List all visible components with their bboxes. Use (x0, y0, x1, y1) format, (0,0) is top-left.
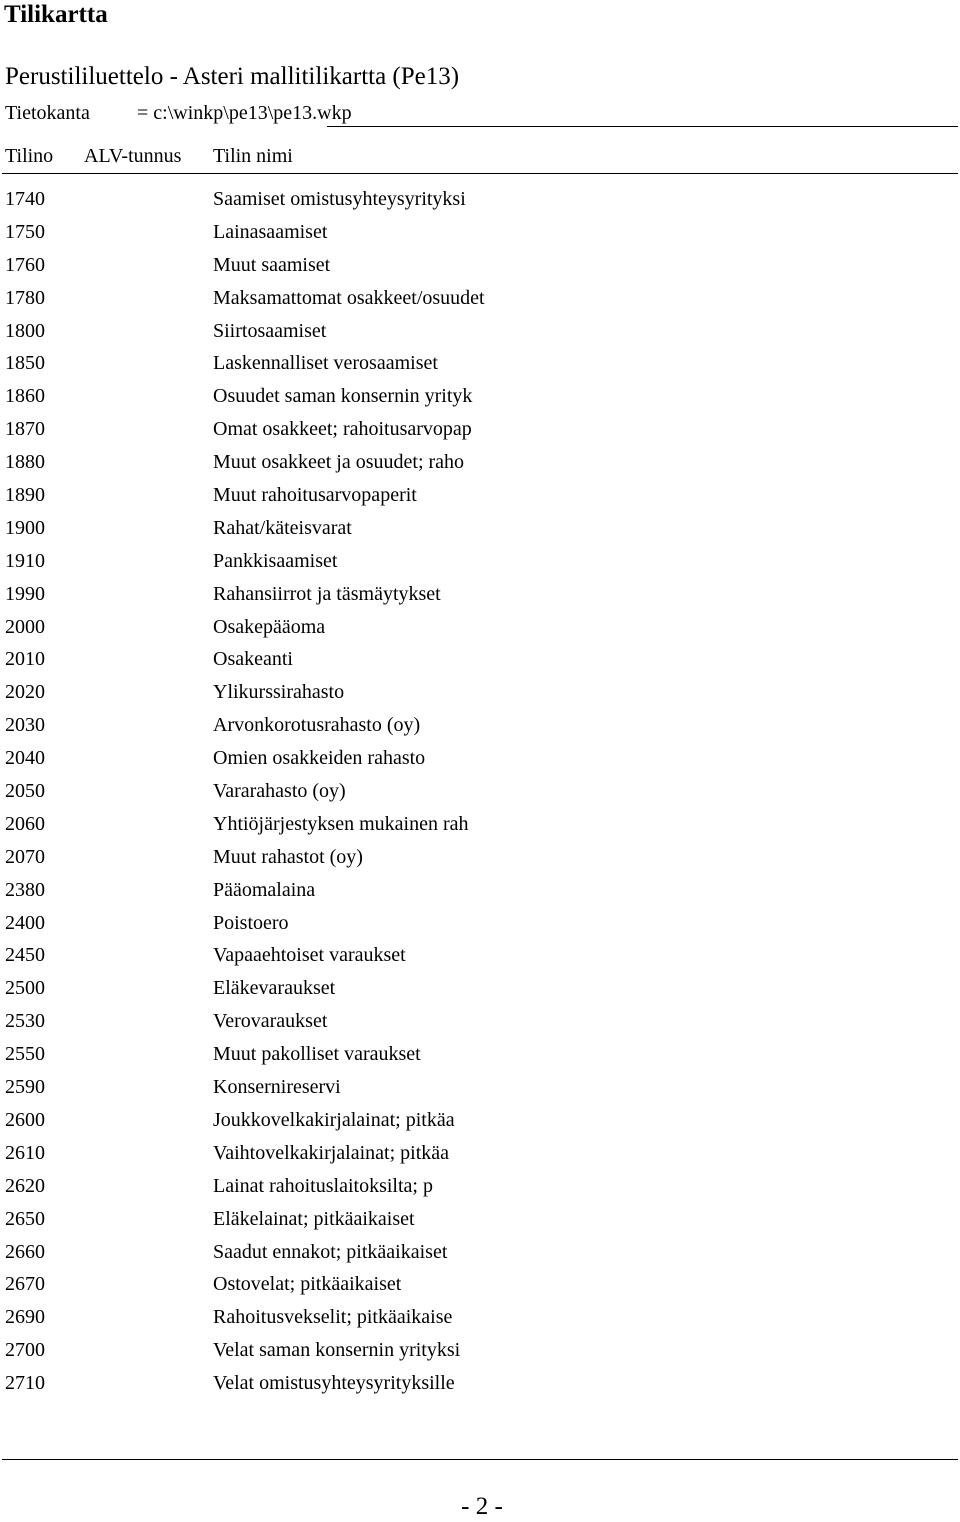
account-name: Joukkovelkakirjalainat; pitkäa (213, 1108, 455, 1131)
table-row (0, 1239, 960, 1272)
account-number: 2690 (5, 1306, 45, 1329)
account-number: 1850 (5, 352, 45, 375)
account-number: 1890 (5, 484, 45, 507)
table-row (0, 975, 960, 1008)
account-number: 2010 (5, 648, 45, 671)
page-number: - 2 - (461, 1493, 503, 1520)
table-row (0, 285, 960, 318)
account-name: Rahansiirrot ja täsmäytykset (213, 582, 441, 605)
account-name: Pankkisaamiset (213, 549, 338, 572)
account-name: Osakepääoma (213, 615, 326, 638)
table-row (0, 811, 960, 844)
account-name: Muut saamiset (213, 253, 331, 276)
account-name: Velat saman konsernin yrityksi (213, 1339, 461, 1362)
table-row (0, 548, 960, 581)
account-name: Maksamattomat osakkeet/osuudet (213, 286, 485, 309)
page-title: Tilikartta (4, 1, 108, 28)
account-name: Rahoitusvekselit; pitkäaikaise (213, 1306, 453, 1329)
account-number: 2400 (5, 911, 45, 934)
account-name: Omat osakkeet; rahoitusarvopap (213, 418, 472, 441)
account-number: 1880 (5, 451, 45, 474)
account-name: Eläkelainat; pitkäaikaiset (213, 1207, 415, 1230)
account-name: Muut osakkeet ja osuudet; raho (213, 451, 465, 474)
account-name: Ostovelat; pitkäaikaiset (213, 1273, 402, 1296)
database-label: Tietokanta (5, 102, 90, 124)
account-name: Muut pakolliset varaukset (213, 1043, 421, 1066)
table-row (0, 1337, 960, 1370)
account-number: 2700 (5, 1339, 45, 1362)
account-number: 2710 (5, 1372, 45, 1395)
account-number: 1780 (5, 286, 45, 309)
account-number: 2650 (5, 1207, 45, 1230)
table-row (0, 515, 960, 548)
column-header-vat: ALV-tunnus (84, 145, 182, 167)
table-row (0, 614, 960, 647)
account-name: Yhtiöjärjestyksen mukainen rah (213, 812, 469, 835)
account-number: 2000 (5, 615, 45, 638)
account-number: 1750 (5, 220, 45, 243)
table-row (0, 1008, 960, 1041)
table-row (0, 383, 960, 416)
table-row (0, 646, 960, 679)
table-row (0, 1173, 960, 1206)
table-row (0, 416, 960, 449)
account-name: Omien osakkeiden rahasto (213, 747, 426, 770)
table-row (0, 1107, 960, 1140)
table-row (0, 318, 960, 351)
table-row (0, 1140, 960, 1173)
table-row (0, 350, 960, 383)
footer-divider (2, 1459, 958, 1460)
account-number: 1760 (5, 253, 45, 276)
account-name: Eläkevaraukset (213, 977, 336, 1000)
account-name: Konsernireservi (213, 1076, 341, 1099)
table-row (0, 252, 960, 285)
table-row (0, 1074, 960, 1107)
account-number: 2070 (5, 845, 45, 868)
account-number: 2380 (5, 878, 45, 901)
database-divider (327, 126, 958, 127)
account-name: Osuudet saman konsernin yrityk (213, 385, 473, 408)
account-number: 2550 (5, 1043, 45, 1066)
account-number: 2620 (5, 1174, 45, 1197)
account-name: Verovaraukset (213, 1010, 328, 1033)
account-name: Lainasaamiset (213, 220, 328, 243)
account-number: 1740 (5, 188, 45, 210)
account-number: 2040 (5, 747, 45, 770)
account-name: Muut rahastot (oy) (213, 845, 363, 868)
account-name: Siirtosaamiset (213, 319, 327, 342)
table-row (0, 745, 960, 778)
database-path: = c:\winkp\pe13\pe13.wkp (137, 102, 352, 124)
account-number: 2590 (5, 1076, 45, 1099)
table-row (0, 482, 960, 515)
column-header-number: Tilino (5, 145, 54, 167)
account-number: 2500 (5, 977, 45, 1000)
account-name: Laskennalliset verosaamiset (213, 352, 438, 375)
account-name: Osakeanti (213, 648, 293, 671)
table-row (0, 581, 960, 614)
account-number: 2660 (5, 1240, 45, 1263)
account-number: 2670 (5, 1273, 45, 1296)
account-name: Vaihtovelkakirjalainat; pitkäa (213, 1141, 450, 1164)
account-number: 1900 (5, 516, 45, 539)
account-name: Velat omistusyhteysyrityksille (213, 1372, 455, 1395)
account-number: 1800 (5, 319, 45, 342)
account-name: Poistoero (213, 911, 289, 934)
column-header-name: Tilin nimi (213, 145, 293, 167)
account-name: Arvonkorotusrahasto (oy) (213, 714, 421, 737)
table-row (0, 1041, 960, 1074)
account-name: Rahat/käteisvarat (213, 516, 352, 539)
table-row (0, 844, 960, 877)
account-number: 2450 (5, 944, 45, 967)
account-number: 2030 (5, 714, 45, 737)
account-name: Muut rahoitusarvopaperit (213, 484, 417, 507)
account-number: 1870 (5, 418, 45, 441)
table-row (0, 778, 960, 811)
account-number: 1990 (5, 582, 45, 605)
table-row (0, 712, 960, 745)
table-row (0, 219, 960, 252)
account-number: 2530 (5, 1010, 45, 1033)
account-name: Pääomalaina (213, 878, 316, 901)
account-number: 1860 (5, 385, 45, 408)
document-subtitle: Perustililuettelo - Asteri mallitilikartta (Pe13) (5, 63, 460, 90)
account-number: 2060 (5, 812, 45, 835)
account-name: Saadut ennakot; pitkäaikaiset (213, 1240, 448, 1263)
account-number: 1910 (5, 549, 45, 572)
account-number: 2610 (5, 1141, 45, 1164)
table-row (0, 1304, 960, 1337)
table-row (0, 449, 960, 482)
account-name: Ylikurssirahasto (213, 681, 345, 704)
table-row (0, 877, 960, 910)
table-row (0, 942, 960, 975)
account-number: 2600 (5, 1108, 45, 1131)
table-row (0, 1370, 960, 1403)
table-row (0, 1206, 960, 1239)
account-name: Vararahasto (oy) (213, 780, 346, 803)
account-name: Saamiset omistusyhteysyrityksi (213, 188, 466, 210)
account-list (0, 186, 960, 1403)
table-row (0, 679, 960, 712)
account-name: Lainat rahoituslaitoksilta; p (213, 1174, 433, 1197)
table-row (0, 186, 960, 219)
account-number: 2020 (5, 681, 45, 704)
table-row (0, 1271, 960, 1304)
account-number: 2050 (5, 780, 45, 803)
table-row (0, 910, 960, 943)
header-divider (2, 173, 958, 174)
account-name: Vapaaehtoiset varaukset (213, 944, 406, 967)
